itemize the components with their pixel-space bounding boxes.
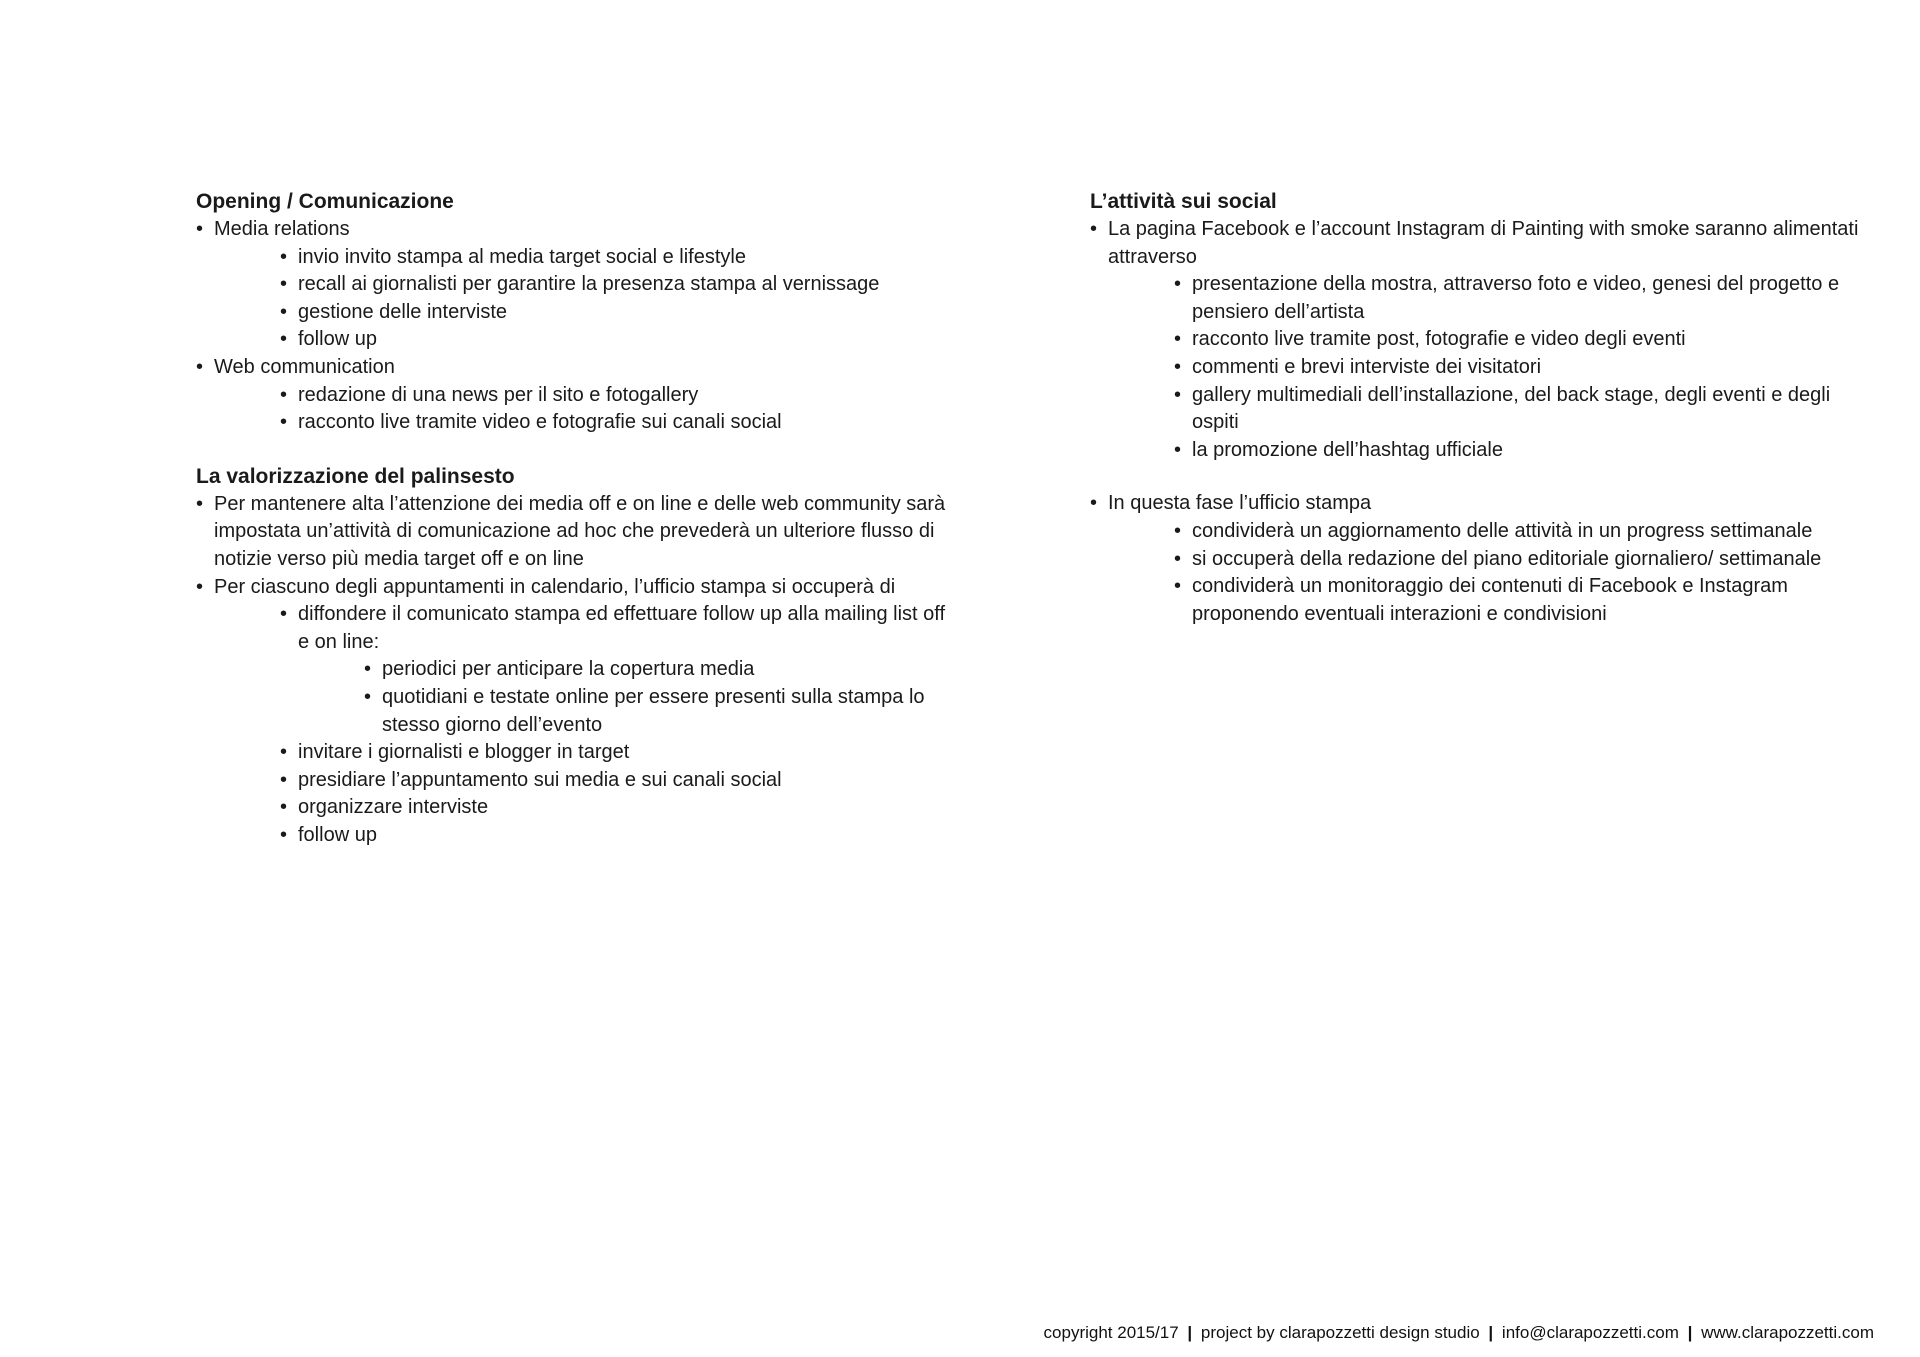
fase-list bbox=[1090, 490, 1880, 628]
list-item-text: • quotidiani e testate online per essere presenti sulla stampa lo stesso giorno dell’evento bbox=[382, 685, 925, 736]
list-item-text: • presidiare l’appuntamento sui media e sui canali social bbox=[298, 768, 782, 791]
list-item-text: • Per ciascuno degli appuntamenti in calendario, l’ufficio stampa si occuperà di bbox=[214, 575, 896, 598]
list-item bbox=[280, 409, 956, 437]
web-communication-sublist bbox=[280, 382, 956, 437]
list-item-text: • Per mantenere alta l’attenzione dei media off e on line e delle web community sarà impostata un’attività di comunicazione ad hoc che prevederà un ulteriore flusso di notizie verso più media target off e on line bbox=[214, 492, 946, 570]
list-item-text: • commenti e brevi interviste dei visitatori bbox=[1192, 355, 1542, 378]
list-item-text: • gallery multimediali dell’installazione, del back stage, degli eventi e degli ospiti bbox=[1192, 383, 1831, 434]
list-item-text: • presentazione della mostra, attraverso foto e video, genesi del progetto e pensiero dell’artista bbox=[1192, 273, 1840, 323]
list-item-text: • la promozione dell’hashtag ufficiale bbox=[1192, 438, 1503, 461]
list-item-text: • invitare i giornalisti e blogger in target bbox=[298, 741, 630, 764]
section-fase bbox=[1090, 490, 1880, 628]
right-column bbox=[1090, 188, 1880, 654]
list-item bbox=[1174, 271, 1880, 326]
list-item bbox=[1174, 518, 1880, 546]
section-social bbox=[1090, 188, 1880, 464]
list-item-text: • diffondere il comunicato stampa ed effettuare follow up alla mailing list off e on line: bbox=[298, 603, 946, 653]
list-item bbox=[280, 822, 956, 850]
footer bbox=[1044, 1322, 1874, 1344]
list-item bbox=[364, 656, 956, 684]
diffondere-sublist bbox=[364, 656, 956, 739]
list-item bbox=[1174, 437, 1880, 465]
social-sublist bbox=[1174, 271, 1880, 464]
section-title-social: L’attività sui social bbox=[1090, 190, 1277, 213]
list-item bbox=[1174, 573, 1880, 628]
list-item-text: • invio invito stampa al media target social e lifestyle bbox=[298, 245, 746, 268]
left-column bbox=[196, 188, 956, 875]
list-item-fase-intro bbox=[1090, 490, 1880, 628]
fase-sublist bbox=[1174, 518, 1880, 628]
section-title-palinsesto: La valorizzazione del palinsesto bbox=[196, 464, 515, 488]
list-item-social-intro bbox=[1090, 216, 1880, 464]
list-item bbox=[364, 684, 956, 739]
list-item bbox=[280, 271, 956, 299]
list-item bbox=[1174, 354, 1880, 382]
appuntamenti-sublist bbox=[280, 601, 956, 849]
list-item-text: • In questa fase l’ufficio stampa bbox=[1108, 492, 1372, 515]
footer-copyright: copyright 2015/17 bbox=[1043, 1323, 1179, 1342]
list-item-attenzione-media bbox=[196, 491, 956, 574]
opening-list bbox=[196, 216, 956, 437]
footer-separator: | bbox=[1488, 1323, 1494, 1342]
media-relations-label: • Media relations bbox=[214, 218, 350, 240]
list-item-text: • racconto live tramite post, fotografie e video degli eventi bbox=[1192, 328, 1686, 351]
list-item-text: • si occuperà della redazione del piano editoriale giornaliero/ settimanale bbox=[1192, 547, 1822, 570]
footer-separator: | bbox=[1187, 1323, 1193, 1342]
web-communication-label: • Web communication bbox=[214, 355, 395, 378]
list-item-media-relations bbox=[196, 216, 956, 354]
section-title-opening: Opening / Comunicazione bbox=[196, 190, 454, 213]
footer-separator: | bbox=[1687, 1323, 1693, 1342]
footer-website-link[interactable]: www.clarapozzetti.com bbox=[1701, 1323, 1874, 1342]
list-item-text: • La pagina Facebook e l’account Instagram di Painting with smoke saranno alimentati attraverso bbox=[1108, 218, 1859, 268]
list-item bbox=[280, 244, 956, 272]
list-item-diffondere bbox=[280, 601, 956, 739]
media-relations-sublist bbox=[280, 244, 956, 354]
footer-email-link[interactable]: info@clarapozzetti.com bbox=[1501, 1323, 1679, 1342]
footer-project: project by clarapozzetti design studio bbox=[1200, 1323, 1480, 1342]
list-item bbox=[1174, 546, 1880, 574]
list-item bbox=[280, 739, 956, 767]
list-item bbox=[280, 382, 956, 410]
list-item-text: • organizzare interviste bbox=[298, 796, 489, 819]
social-list bbox=[1090, 216, 1880, 464]
list-item bbox=[1174, 382, 1880, 437]
list-item bbox=[280, 326, 956, 354]
list-item-text: • recall ai giornalisti per garantire la presenza stampa al vernissage bbox=[298, 273, 880, 296]
list-item-text: • redazione di una news per il sito e fotogallery bbox=[298, 383, 699, 406]
section-opening bbox=[196, 188, 956, 437]
list-item bbox=[280, 767, 956, 795]
list-item-text: • periodici per anticipare la copertura media bbox=[382, 658, 755, 681]
list-item-text: • condividerà un monitoraggio dei contenuti di Facebook e Instagram proponendo eventuali interazioni e condivisioni bbox=[1192, 575, 1788, 625]
section-palinsesto bbox=[196, 463, 956, 850]
list-item-web-communication bbox=[196, 354, 956, 437]
list-item bbox=[280, 794, 956, 822]
palinsesto-list bbox=[196, 491, 956, 850]
list-item-text: • condividerà un aggiornamento delle attività in un progress settimanale bbox=[1192, 519, 1813, 542]
list-item-text: • follow up bbox=[298, 823, 377, 846]
list-item-appuntamenti bbox=[196, 574, 956, 850]
list-item-text: • gestione delle interviste bbox=[298, 300, 508, 323]
list-item-text: • racconto live tramite video e fotografie sui canali social bbox=[298, 411, 782, 434]
list-item-text: • follow up bbox=[298, 328, 377, 351]
list-item bbox=[1174, 326, 1880, 354]
list-item bbox=[280, 299, 956, 327]
